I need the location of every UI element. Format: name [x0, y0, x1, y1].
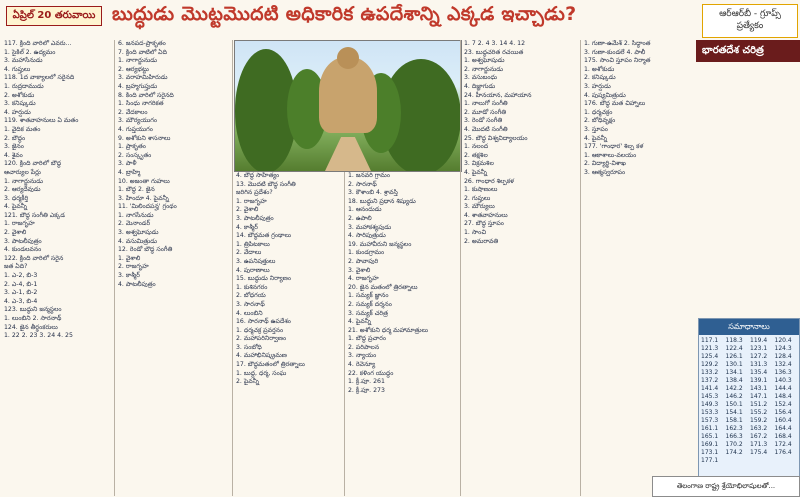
answer-cell: 165.1 — [701, 433, 719, 440]
column-line: 4. మొదటి సంగీతి — [464, 125, 508, 133]
column-line: 27. బౌద్ధ స్తూపం — [464, 220, 504, 228]
column-line: 4. శాతవాహనులు — [464, 211, 508, 219]
column-line: 120. క్రింది వారిలో బౌద్ధ — [4, 160, 62, 168]
column-line: 1. కుశినగరం — [236, 283, 268, 291]
column-line: 4. బ్రహ్మగుప్తుడు — [118, 82, 158, 90]
column-line: 1. నాగార్జునుడు — [4, 177, 44, 185]
column-line: 117. క్రింది వారిలో ఎవరు... — [4, 40, 72, 47]
column-line: 2. సంస్కృతం — [118, 151, 152, 159]
column-line: 3. జైనం — [4, 143, 24, 151]
answer-cell: 118.3 — [725, 337, 743, 344]
column-line: 24. హీనయాన, మహాయాన — [464, 91, 532, 99]
answer-cell: 120.4 — [774, 337, 792, 344]
column-divider-4 — [460, 40, 461, 496]
column-line: 3. కౌశాంబి 4. శ్రావస్తి — [348, 189, 398, 197]
answer-cell: 159.2 — [750, 417, 768, 424]
column-line: 2. పైవన్నీ — [236, 378, 260, 386]
column-line: 17. బౌద్ధమతంలో త్రిరత్నాలు — [236, 361, 305, 369]
answer-cell: 129.2 — [701, 361, 719, 368]
column-line: జత ఏది? — [4, 263, 28, 271]
column-line: 1. రాజగృహ — [4, 220, 35, 228]
column-line: 2. మహాపరినిర్వాణం — [236, 335, 287, 343]
answer-cell: 125.4 — [701, 353, 719, 360]
column-line: 1. ధర్మచక్రం — [584, 108, 613, 116]
column-line: 1. బౌద్ధ ప్రచారం — [348, 335, 387, 343]
column-line: 1. నాగసేనుడు — [118, 211, 154, 219]
column-line: 3. కాశ్మీర్ — [118, 272, 140, 280]
column-line: 4. కాశ్మీర్ — [236, 223, 258, 231]
column-line: 2. సారనాథ్ — [348, 180, 377, 188]
answer-cell: 147.1 — [750, 393, 768, 400]
column-line: 4. పురాణాలు — [236, 266, 270, 274]
column-line: 3. కనిష్కుడు — [4, 100, 36, 108]
column-line: 3. వసుబంధు — [464, 74, 498, 82]
column-line: 1. కుండగ్రామం — [348, 249, 385, 257]
column-line: 1. సైకిల్ 2. ఉద్యమం — [4, 48, 56, 56]
column-line: 1. సాంచి — [464, 229, 487, 237]
column-line: 15. బుద్ధుడు నిర్యాణం — [236, 275, 292, 283]
column-line: 7. క్రింది వాటిలో ఏది — [118, 48, 167, 56]
column-line: 1. ఆనందుడు — [348, 206, 382, 214]
column-line: 3. ఎ-1, బి-2 — [4, 289, 38, 297]
column-line: 4. మహాభినిష్క్రమణ — [236, 352, 287, 360]
column-line: 4. పైవన్నీ — [464, 168, 488, 176]
column-line: 4. కుండలవనం — [4, 246, 42, 254]
column-line: 3. పాటలీపుత్రం — [4, 237, 42, 245]
column-line: 2. వేదకాలం — [118, 108, 148, 116]
column-line: 21. అశోకుని ధర్మ మహామాత్రులు — [348, 326, 429, 334]
column-1 — [4, 40, 112, 496]
column-line: 1. కుషాణులు — [464, 186, 498, 194]
column-line: 4. పైవన్నీ — [4, 203, 28, 211]
column-line: 2. వేదాలు — [236, 249, 262, 257]
column-line: 4. పుష్యమిత్రుడు — [584, 91, 626, 99]
answer-cell: 173.1 — [701, 449, 719, 456]
column-line: 22. కళింగ యుద్ధం — [348, 369, 394, 377]
column-line: 3. వరాహమిహిరుడు — [118, 74, 168, 82]
column-line: 1. జనవరి గ్రామం — [348, 172, 390, 179]
column-line: 118. 1ద వాక్యాలలో సరైనది — [4, 74, 75, 82]
answer-cell: 170.2 — [725, 441, 743, 448]
answer-cell: 150.1 — [725, 401, 743, 408]
column-line: 4. లుంబిని — [236, 309, 263, 317]
column-line: 1. సమ్యక్ జ్ఞానం — [348, 292, 389, 300]
badge — [702, 4, 798, 38]
column-line: 2. వైశాలి — [4, 229, 27, 237]
answer-cell: 157.3 — [701, 417, 719, 424]
column-line: 11. 'మిలిందపన్హ' గ్రంథం — [118, 203, 177, 211]
answer-cell: 138.4 — [725, 377, 743, 384]
date-label: ఏప్రిల్ 20 తరువాయి — [6, 6, 102, 26]
column-line: 1. గుణా-ఉమేశ్ 2. సిద్ధాంత — [584, 40, 651, 47]
answer-cell: 177.1 — [701, 457, 719, 464]
column-line: 4. పైవన్నీ — [584, 134, 608, 142]
answer-cell: 139.1 — [750, 377, 768, 384]
column-line: 2. పావాపురి — [348, 257, 379, 265]
answer-cell: 122.4 — [725, 345, 743, 352]
column-line: 25. బౌద్ధ విశ్వవిద్యాలయం — [464, 134, 528, 142]
answer-cell: 169.1 — [701, 441, 719, 448]
column-line: 2. విద్యార్థి-విశాఖ — [584, 160, 626, 168]
column-line: 3. గుణా-కుండలే 4. పాలీ — [584, 48, 646, 56]
answer-cell: 172.4 — [774, 441, 792, 448]
column-line: 3. హిందూ 4. పైవన్నీ — [118, 194, 169, 202]
answer-cell: 142.2 — [725, 385, 743, 392]
answer-cell: 132.4 — [774, 361, 792, 368]
buddha-head — [337, 47, 359, 69]
column-line: 3. సమ్యక్ చరిత్ర — [348, 309, 388, 317]
column-line: 4. దిజ్ఞాగుడు — [464, 82, 496, 90]
column-line: 123. బుద్ధుని జన్మస్థలం — [4, 306, 62, 314]
column-line: 2. ఉపాలి — [348, 214, 372, 222]
column-line: 20. జైన మతంలో త్రిరత్నాలు — [348, 283, 418, 291]
answer-cell: 148.4 — [774, 393, 792, 400]
column-4 — [348, 172, 458, 496]
answer-cell: 124.3 — [774, 345, 792, 352]
column-line: 4. బ్రాహ్మి — [118, 168, 141, 176]
column-line: 12. రెండో బౌద్ధ సంగీతి — [118, 246, 173, 254]
column-line: 3. ఉపనిషత్తులు — [236, 257, 276, 265]
answer-cell: 145.3 — [701, 393, 719, 400]
column-line: 2. సమ్యక్ దర్శనం — [348, 300, 392, 308]
column-line: 3. అశ్వఘోషుడు — [118, 229, 159, 237]
column-line: 2. పరిపాలన — [348, 343, 380, 351]
column-line: 14. బౌద్ధమత గ్రంథాలు — [236, 232, 291, 240]
column-line: 4. రెవెన్యూ — [348, 361, 376, 369]
column-line: 2. బోధివృక్షం — [584, 117, 616, 125]
column-line: 4. వసుమిత్రుడు — [118, 237, 157, 245]
column-line: 4. ఎ-3, బి-4 — [4, 297, 38, 305]
answer-cell: 163.2 — [750, 425, 768, 432]
answer-cell: 128.4 — [774, 353, 792, 360]
answer-cell: 164.4 — [774, 425, 792, 432]
answer-cell: 119.4 — [750, 337, 768, 344]
column-line: 4. గుప్తయుగం — [118, 125, 153, 133]
answer-cell: 175.4 — [750, 449, 768, 456]
column-line: 3. విక్రమశిల — [464, 160, 494, 168]
column-line: 4. రాజగృహ — [348, 275, 379, 283]
column-line: 13. మొదటి బౌద్ధ సంగీతి — [236, 180, 296, 188]
column-line: 1. లుంబిని 2. సారనాథ్ — [4, 315, 62, 322]
column-line: 1. ప్రాకృతం — [118, 143, 146, 151]
column-line: 2. అశోకుడు — [4, 91, 35, 99]
answer-cell: 168.4 — [774, 433, 792, 440]
answer-cell: 154.1 — [725, 409, 743, 416]
column-line: 2. ఎ-4, బి-1 — [4, 280, 38, 288]
column-line: 1. ఆకాశాలు-వలయం — [584, 151, 637, 159]
column-line: 3. స్తూపం — [584, 125, 608, 133]
column-line: 16. సారనాథ్ ఉపదేశం — [236, 318, 291, 326]
answer-cell: 152.4 — [774, 401, 792, 408]
column-line: 4. పాటలీపుత్రం — [118, 280, 156, 288]
column-line: 1. త్రిపిటకాలు — [236, 240, 270, 248]
column-line: 2. బోధగయ — [236, 292, 266, 300]
answer-cell: 161.1 — [701, 425, 719, 432]
answer-cell: 136.3 — [774, 369, 792, 376]
column-line: 3. సంబోధి — [236, 343, 262, 351]
answer-cell: 126.1 — [725, 353, 743, 360]
column-line: 8. కింది వారిలో సరైనది — [118, 91, 174, 99]
column-line: 4. పైవన్నీ — [348, 318, 372, 326]
column-line: 2. బౌద్ధం — [4, 134, 26, 142]
answer-cell: 174.2 — [725, 449, 743, 456]
column-line: 119. శాతవాహనులు ఏ మతం — [4, 117, 79, 125]
column-line: జరిగిన ప్రదేశం? — [236, 189, 273, 197]
column-divider-1 — [114, 40, 115, 496]
answer-cell: 171.3 — [750, 441, 768, 448]
answer-cell: 140.3 — [774, 377, 792, 384]
column-line: 4. హర్షుడు — [4, 108, 31, 116]
column-line: 1. నలంద — [464, 143, 489, 151]
column-line: 1. క్రీ.పూ. 261 — [348, 378, 385, 386]
column-divider-2 — [232, 40, 233, 496]
column-line: 2. గుప్తులు — [464, 194, 491, 202]
answer-cell: 144.4 — [774, 385, 792, 392]
column-line: 2. రాజగృహ — [118, 263, 149, 271]
column-line: 1. రుద్రదాముడు — [4, 82, 44, 90]
column-line: 176. బౌద్ధ మత చిహ్నాలు — [584, 100, 646, 108]
answer-cell: 146.2 — [725, 393, 743, 400]
column-line: 122. క్రింది వారిలో సరైన — [4, 254, 64, 262]
column-line: 2. మూడో సంగీతి — [464, 108, 507, 116]
column-line: 1. అశ్వఘోషుడు — [464, 57, 505, 65]
answers-grid — [699, 335, 799, 466]
column-divider-3 — [344, 172, 345, 496]
answer-cell: 143.1 — [750, 385, 768, 392]
column-line: 2. అమరావతి — [464, 237, 499, 245]
column-line: 1. 7 2. 4 3. 14 4. 12 — [464, 40, 526, 47]
answers-title: సమాధానాలు — [699, 319, 799, 335]
column-line: 3. న్యాయం — [348, 352, 377, 360]
column-line: 3. ఆత్మస్వరూపం — [584, 168, 626, 176]
column-line: 1. 22 2. 23 3. 24 4. 25 — [4, 332, 73, 340]
column-line: 1. వైదిక మతం — [4, 125, 41, 133]
garden-path — [325, 137, 371, 171]
column-line: 2. ఆర్యభట్టు — [118, 65, 149, 73]
column-line: 4. బౌద్ధ సాహిత్యం — [236, 172, 280, 179]
column-line: 2. ఆర్యదేవుడు — [4, 186, 41, 194]
column-line: 1. బౌద్ధ 2. జైన — [118, 186, 155, 194]
column-line: 3. హర్షుడు — [584, 82, 611, 90]
column-line: 2. తక్షశిల — [464, 151, 488, 159]
column-line: 1. సింధు నాగరికత — [118, 100, 164, 108]
column-line: 2. కనిష్కుడు — [584, 74, 616, 82]
column-2 — [118, 40, 230, 496]
section-ribbon: భారతదేశ చరిత్ర — [696, 40, 800, 62]
column-line: 1. బుద్ధ, ధర్మ, సంఘ — [236, 369, 287, 377]
answer-cell: 133.2 — [701, 369, 719, 376]
column-line: 2. వైశాలి — [236, 206, 259, 214]
column-line: 3. పాళీ — [118, 160, 137, 168]
answer-cell: 121.3 — [701, 345, 719, 352]
column-line: 3. సారనాథ్ — [236, 300, 265, 308]
answer-cell: 153.3 — [701, 409, 719, 416]
column-line: ఆచార్యుల పేర్లు — [4, 168, 41, 176]
column-line: 4. గుప్తులు — [4, 65, 31, 73]
column-line: 3. ధర్మకీర్తి — [4, 194, 29, 202]
column-line: 121. బౌద్ధ సంగీతి ఎక్కడ — [4, 211, 65, 219]
answer-cell: 127.2 — [750, 353, 768, 360]
answer-cell: 160.4 — [774, 417, 792, 424]
column-divider-5 — [580, 40, 581, 496]
answer-cell: 151.2 — [750, 401, 768, 408]
column-line: 3. మౌర్యయుగం — [118, 117, 158, 125]
answer-cell: 156.4 — [774, 409, 792, 416]
column-line: 3. వైశాలి — [348, 266, 371, 274]
answer-cell: 123.1 — [750, 345, 768, 352]
column-line: 6. జనపద-ప్రాకృతం — [118, 40, 166, 47]
answer-cell: 155.2 — [750, 409, 768, 416]
column-line: 4. సారిపుత్రుడు — [348, 232, 386, 240]
answer-cell: 149.3 — [701, 401, 719, 408]
column-line: 3. పాటలీపుత్రం — [236, 214, 274, 222]
column-line: 1. రాజగృహ — [236, 197, 267, 205]
headline: బుద్ధుడు మొట్టమొదటి అధికారిక ఉపదేశాన్ని ఎక్కడ ఇచ్చాడు? — [112, 3, 577, 25]
badge-text: ఆర్‌ఆర్‌బీ - గ్రూప్స్ ప్రత్యేకం — [719, 9, 781, 31]
column-line: 2. నాగార్జునుడు — [464, 65, 504, 73]
column-3 — [236, 172, 342, 496]
column-line: 1. ధర్మచక్ర ప్రవర్తనం — [236, 326, 284, 334]
column-line: 124. జైన తీర్థంకరులు — [4, 323, 58, 331]
column-line: 3. మహాకశ్యపుడు — [348, 223, 392, 231]
column-line: 177. 'గాంధార' శిల్ప కళ — [584, 143, 644, 151]
column-line: 2. మెనాండర్ — [118, 220, 151, 228]
answer-cell: 131.3 — [750, 361, 768, 368]
answer-cell: 158.1 — [725, 417, 743, 424]
answer-cell: 141.4 — [701, 385, 719, 392]
answer-cell: 130.1 — [725, 361, 743, 368]
column-line: 10. అజంతా గుహలు — [118, 177, 170, 185]
answer-cell: 167.2 — [750, 433, 768, 440]
column-line: 23. బుద్ధచరిత రచయిత — [464, 48, 524, 56]
column-line: 18. బుద్ధుని ప్రధాన శిష్యుడు — [348, 197, 416, 205]
footer-note: తెలంగాణ రాష్ట్ర శ్రేయోభిలాషులతో... — [652, 476, 800, 497]
answer-cell: 135.4 — [750, 369, 768, 376]
column-line: 1. ఎ-2, బి-3 — [4, 272, 38, 280]
answer-cell: 176.4 — [774, 449, 792, 456]
column-line: 26. గాంధార శిల్పకళ — [464, 177, 515, 185]
column-line: 3. మహాసేనుడు — [4, 57, 43, 65]
column-line: 3. రెండో సంగీతి — [464, 117, 503, 125]
column-line: 3. మౌర్యులు — [464, 203, 495, 211]
column-line: 9. అశోకుని శాసనాలు — [118, 134, 171, 142]
answers-box — [698, 318, 800, 497]
column-6 — [584, 40, 696, 496]
column-line: 1. నాగార్జునుడు — [118, 57, 158, 65]
column-line: 1. వైశాలి — [118, 254, 141, 262]
column-line: 175. సాంచి స్తూపం నిర్మాత — [584, 57, 651, 65]
column-line: 1. అశోకుడు — [584, 65, 615, 73]
answer-cell: 117.1 — [701, 337, 719, 344]
column-line: 19. మహావీరుని జన్మస్థలం — [348, 240, 412, 248]
answer-cell: 162.3 — [725, 425, 743, 432]
column-5 — [464, 40, 576, 496]
column-line: 2. క్రీ.పూ. 273 — [348, 386, 385, 394]
answer-cell: 137.2 — [701, 377, 719, 384]
buddha-photo — [234, 40, 462, 172]
answer-cell: 166.3 — [725, 433, 743, 440]
answer-cell: 134.1 — [725, 369, 743, 376]
column-line: 1. నాలుగో సంగీతి — [464, 100, 508, 108]
column-line: 4. శైవం — [4, 151, 23, 159]
